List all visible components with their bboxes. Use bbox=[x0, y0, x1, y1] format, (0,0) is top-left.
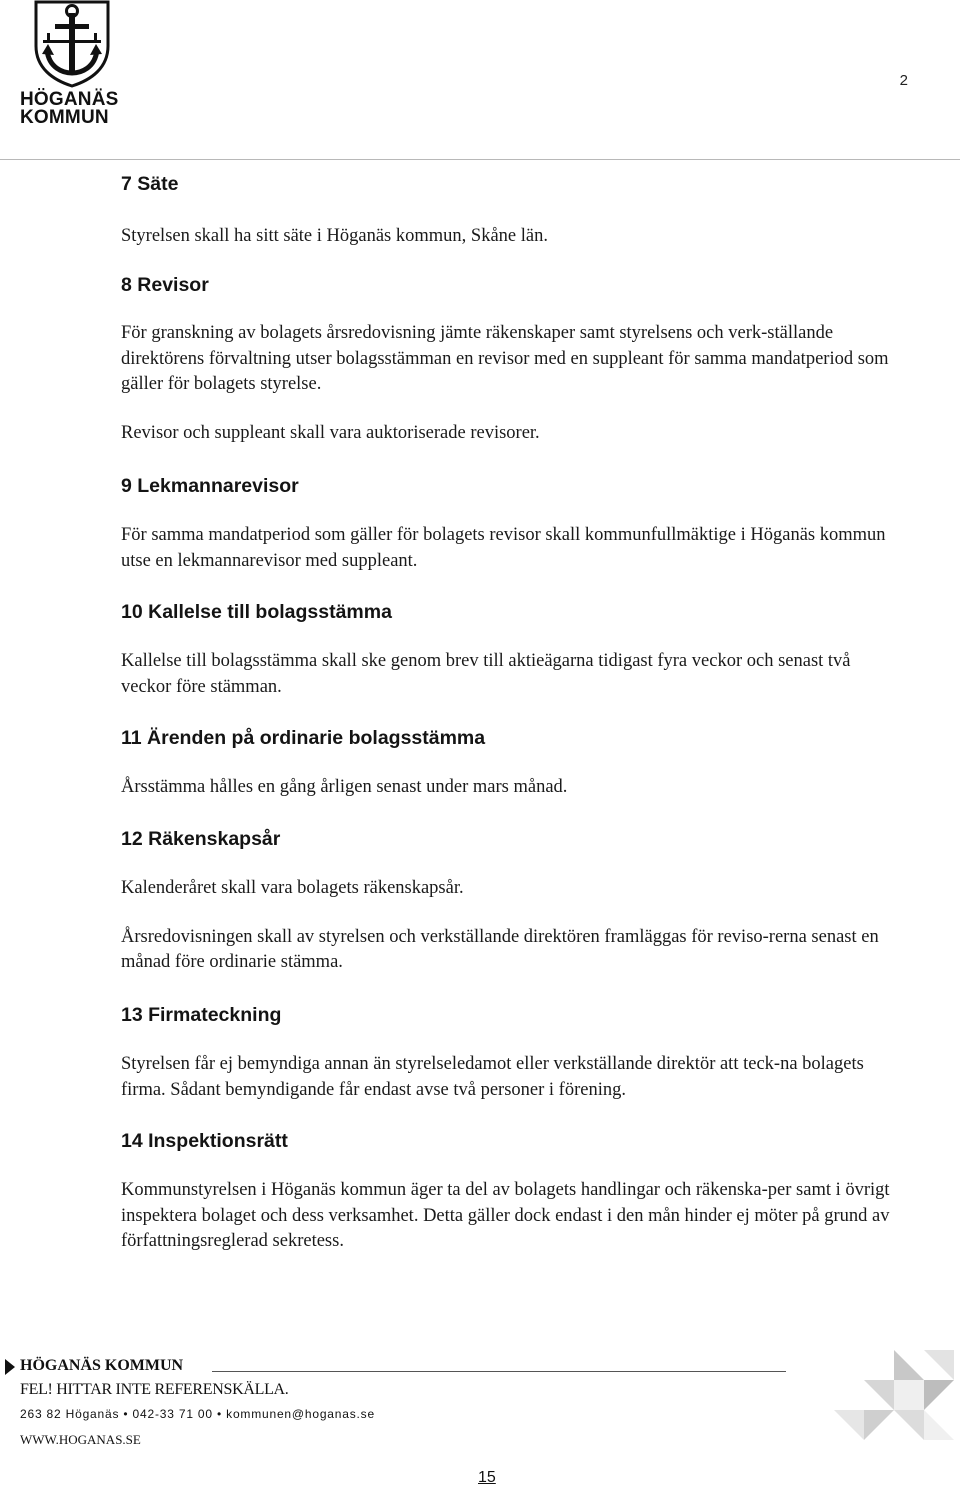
footer-page-number: 15 bbox=[478, 1469, 496, 1486]
logo-line-1: HÖGANÄS bbox=[20, 89, 119, 110]
section-paragraph: För samma mandatperiod som gäller för bolagets revisor skall kommunfullmäktige i Höganäs kommun utse en lekmannarevisor med suppleant. bbox=[121, 525, 886, 571]
section-heading: 14 Inspektionsrätt bbox=[121, 1130, 288, 1152]
logo-wordmark bbox=[20, 91, 124, 127]
header-divider bbox=[0, 159, 960, 160]
anchor-crest-icon bbox=[33, 0, 111, 88]
section-heading: 7 Säte bbox=[121, 173, 179, 195]
section-11 bbox=[121, 724, 891, 825]
section-paragraph: Kallelse till bolagsstämma skall ske genom brev till aktieägarna tidigast fyra veckor och senast två veckor före stämman. bbox=[121, 651, 851, 697]
section-14 bbox=[121, 1127, 891, 1255]
section-heading: 11 Ärenden på ordinarie bolagsstämma bbox=[121, 727, 486, 749]
section-paragraph: För granskning av bolagets årsredovisning jämte räkenskaper samt styrelsens och verk-ställande direktörens förvaltning utser bolagsstämman en revisor med en suppleant för samma mandatperiod som gäller för bolagets styrelse. bbox=[121, 323, 889, 394]
document-body bbox=[121, 170, 891, 1255]
hoganas-logo bbox=[20, 0, 124, 132]
section-7 bbox=[121, 170, 891, 271]
diamond-pattern-graphic bbox=[822, 1350, 960, 1442]
section-paragraph: Styrelsen skall ha sitt säte i Höganäs kommun, Skåne län. bbox=[121, 226, 548, 246]
section-paragraph: Revisor och suppleant skall vara auktoriserade revisorer. bbox=[121, 422, 540, 443]
arrow-right-icon bbox=[4, 1359, 16, 1375]
section-heading: 13 Firmateckning bbox=[121, 1004, 282, 1026]
section-paragraph: Kalenderåret skall vara bolagets räkenskapsår. bbox=[121, 878, 464, 898]
section-paragraph: Kommunstyrelsen i Höganäs kommun äger ta del av bolagets handlingar och räkenska-per samt i övrigt inspektera bolaget och dess verksamhet. Detta gäller dock endast i den mån hinder ej möter på grund av författningsreglerad sekretess. bbox=[121, 1180, 890, 1251]
footer-reference-error: FEL! HITTAR INTE REFERENSKÄLLA. bbox=[20, 1381, 289, 1398]
section-heading: 10 Kallelse till bolagsstämma bbox=[121, 601, 392, 623]
section-heading: 9 Lekmannarevisor bbox=[121, 475, 299, 497]
logo-line-2: KOMMUN bbox=[20, 107, 109, 128]
footer-contact-address: 263 82 Höganäs • 042-33 71 00 • kommunen@hoganas.se bbox=[20, 1407, 375, 1421]
section-8 bbox=[121, 271, 891, 472]
section-paragraph: Styrelsen får ej bemyndiga annan än styrelseledamot eller verkställande direktör att teck-na bolagets firma. Sådant bemyndigande får endast avse två personer i förening. bbox=[121, 1054, 864, 1100]
page-number: 2 bbox=[899, 72, 908, 89]
section-heading: 8 Revisor bbox=[121, 274, 209, 296]
footer-organization: HÖGANÄS KOMMUN bbox=[20, 1357, 184, 1374]
section-9 bbox=[121, 472, 891, 598]
section-13 bbox=[121, 1001, 891, 1127]
section-paragraph: Årsredovisningen skall av styrelsen och verkställande direktören framläggas för reviso-rerna senast en månad före ordinarie stämma. bbox=[121, 926, 879, 972]
section-10 bbox=[121, 598, 891, 724]
page-footer bbox=[0, 1350, 960, 1488]
section-paragraph: Årsstämma hålles en gång årligen senast under mars månad. bbox=[121, 777, 568, 797]
section-heading: 12 Räkenskapsår bbox=[121, 828, 281, 850]
footer-divider bbox=[212, 1371, 786, 1372]
section-12 bbox=[121, 825, 891, 1001]
footer-website-link[interactable]: WWW.HOGANAS.SE bbox=[20, 1432, 141, 1447]
